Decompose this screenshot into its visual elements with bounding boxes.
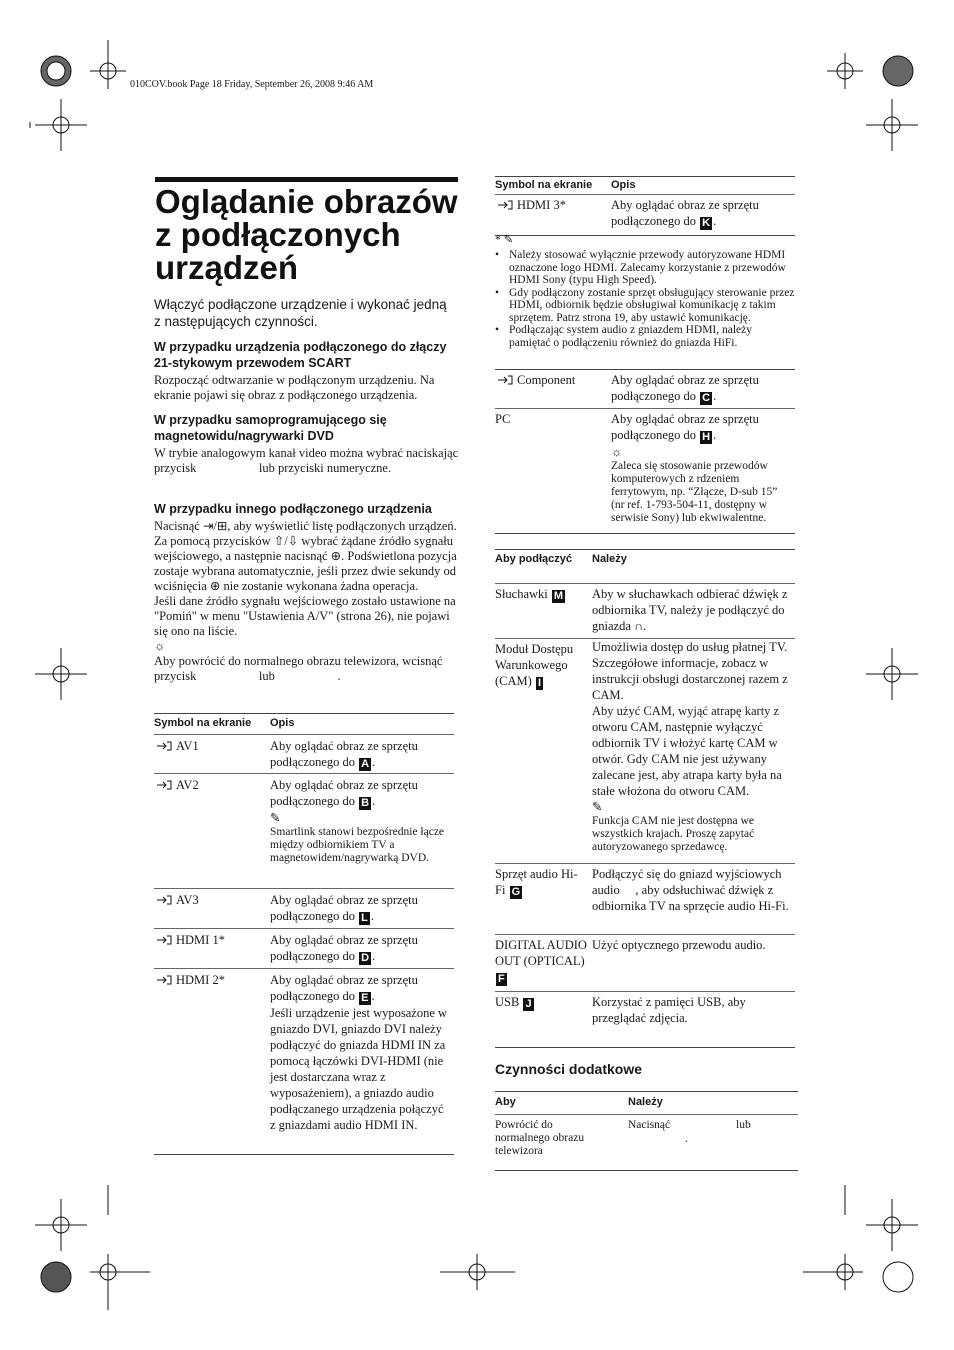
item-desc: Aby w słuchawkach odbierać dźwięk z odbiornika TV, należy je podłączyć do gniazda ∩. [592, 587, 788, 633]
symbol-label: PC [495, 412, 511, 426]
input-icon [497, 200, 513, 210]
symbol-label: Component [517, 373, 576, 387]
note-text: Funkcja CAM nie jest dostępna we wszystkich krajach. Proszę zapytać autoryzowanego sprzedawcę. [592, 815, 755, 853]
note-text: Smartlink stanowi bezpośrednie łącze między odbiornikiem TV a magnetowidem/nagrywarką DVD. [270, 826, 445, 864]
connector-letter: F [498, 973, 505, 985]
item-label: Moduł Dostępu Warunkowego (CAM) [495, 642, 574, 688]
connector-letter: B [361, 797, 370, 809]
desc-text: Aby oglądać obraz ze sprzętu podłączonego do [611, 373, 759, 403]
section-text-main: , aby wyświetlić listę podłączonych urządzeń. Za pomocą przycisków ⇧/⇩ wybrać żądane źródło sygnału wejściowego, a następnie nacisnąć ⊕. Podświetlona pozycja zostaje wybrana automatycznie, jeśli przez dwie sekundy od wciśnięcia ⊕ nie zostanie wykonana żadna operacja. [154, 519, 457, 593]
table-row [495, 1115, 798, 1171]
table-row [495, 584, 795, 639]
table-header [495, 550, 795, 584]
item-label: DIGITAL AUDIO OUT (OPTICAL) [495, 938, 587, 968]
title-line-2: z podłączonych [155, 216, 401, 253]
connector-letter: K [702, 217, 711, 229]
title-line-1: Oglądanie obrazów [155, 183, 458, 220]
input-icon [497, 375, 513, 385]
table-row: Component Aby oglądać obraz ze sprzętu podłączonego do C . [495, 370, 795, 409]
section-other [154, 501, 459, 684]
footnote-bullet: • Należy stosować wyłącznie przewody autoryzowane HDMI oznaczone logo HDMI. Zalecamy korzystanie z przewodów HDMI Sony (typu High Speed). [495, 249, 795, 287]
page-title [155, 185, 465, 284]
intro-text: Włączyć podłączone urządzenie i wykonać jedną z następujących czynności. [154, 297, 447, 329]
section-scart [154, 339, 459, 403]
input-button-icon: ⇥/⊞ [202, 519, 228, 533]
table-row [495, 864, 795, 935]
table-row: AV3 Aby oglądać obraz ze sprzętu podłączonego do L . [154, 889, 454, 929]
input-icon [156, 975, 172, 985]
title-line-3: urządzeń [155, 249, 299, 286]
table-row [495, 935, 795, 992]
table-row: AV1 Aby oglądać obraz ze sprzętu podłączonego do A . [154, 735, 454, 774]
section-heading: W przypadku samoprogramującego się magnetowidu/nagrywarki DVD [154, 413, 387, 443]
desc-text: Aby oglądać obraz ze sprzętu podłączonego do [270, 893, 418, 923]
section-heading: W przypadku innego podłączonego urządzenia [154, 502, 432, 516]
section-text-start: Nacisnąć [154, 519, 200, 533]
connector-letter: G [511, 886, 521, 898]
title-rule [155, 177, 458, 182]
col-item: Aby [495, 1096, 516, 1108]
input-table-right [495, 176, 795, 236]
table-row [495, 992, 795, 1048]
desc-text: Aby oglądać obraz ze sprzętu podłączonego do [270, 933, 418, 963]
note-icon: ✎ [503, 234, 514, 246]
col-item: Aby podłączyć [495, 553, 573, 565]
col-action: Należy [592, 553, 627, 565]
table-header [495, 1092, 798, 1115]
section-vcr [154, 412, 462, 476]
table-header [495, 177, 795, 195]
table-row: PC Aby oglądać obraz ze sprzętu podłączonego do H . ☼ Zaleca się stosowanie przewodów komputerowych z rdzeniem ferrytowym, np. “Złącze, D-sub 15” (nr ref. 1-793-504-11, dostępny w serwisie Sony) lub ekwiwalentne. [495, 409, 795, 534]
table-row: HDMI 2* Aby oglądać obraz ze sprzętu podłączonego do E . Jeśli urządzenie jest wyposażone w gniazdo DVI, gniazdo DVI należy podłączyć do gniazda HDMI IN za pomocą łączówki DVI-HDMI (nie jest dostarczana wraz z wyposażeniem), a gniazdo audio podłączanego urządzenia połączyć z gniazdami audio HDMI IN. [154, 969, 454, 1155]
symbol-label: AV2 [176, 778, 199, 792]
additional-table [495, 1091, 798, 1171]
tip-icon: ☼ [154, 639, 166, 653]
connector-letter: I [537, 677, 541, 689]
connect-table [495, 549, 795, 1048]
desc-text: Aby oglądać obraz ze sprzętu podłączonego do [270, 973, 418, 1003]
item-desc: Umożliwia dostęp do usług płatnej TV. Szczegółowe informacje, zobacz w instrukcji obsługi dostarczonej razem z CAM. [592, 640, 788, 702]
section-text: W trybie analogowym kanał video można wybrać naciskając przycisk lub przyciski numeryczne. [154, 446, 462, 475]
item-desc: Użyć optycznego przewodu audio. [592, 938, 766, 952]
hdmi-footnotes [495, 234, 795, 349]
footnote-star: * [495, 234, 501, 246]
table-row: HDMI 3* Aby oglądać obraz ze sprzętu podłączonego do K . [495, 195, 795, 236]
connector-letter: D [361, 952, 370, 964]
page-header: 010COV.book Page 18 Friday, September 26, 2008 9:46 AM [130, 79, 374, 90]
item-label: Sprzęt audio Hi-Fi [495, 867, 578, 897]
symbol-label: HDMI 1* [176, 933, 225, 947]
connector-letter: A [361, 758, 370, 770]
tip-icon: ☼ [611, 445, 623, 459]
input-table-right-2 [495, 369, 795, 534]
item-label: Powrócić do normalnego obrazu telewizora [495, 1119, 585, 1157]
connector-letter: H [702, 431, 711, 443]
section-heading: W przypadku urządzenia podłączonego do złączy 21-stykowym przewodem SCART [154, 340, 447, 370]
connector-letter: C [702, 392, 711, 404]
table-row: AV2 Aby oglądać obraz ze sprzętu podłączonego do B . ✎ Smartlink stanowi bezpośrednie łącze między odbiornikiem TV a magnetowidem/nagrywarką DVD. [154, 774, 454, 889]
col-symbol: Symbol na ekranie [495, 179, 593, 191]
additional-heading: Czynności dodatkowe [495, 1061, 643, 1077]
desc-text: Aby oglądać obraz ze sprzętu podłączonego do [611, 198, 759, 228]
action-or: lub [736, 1119, 751, 1131]
desc-text: Aby oglądać obraz ze sprzętu podłączonego do [611, 412, 759, 442]
col-desc: Opis [270, 717, 295, 729]
note-icon: ✎ [270, 811, 281, 825]
col-desc: Opis [611, 179, 636, 191]
connector-letter: E [361, 992, 369, 1004]
item-desc-2: Aby użyć CAM, wyjąć atrapę karty z otworu CAM, następnie wyłączyć odbiornik TV i włożyć kartę CAM w otwór. Gdy CAM nie jest używany zalecane jest, aby atrapa karty była na stałe włożona do otworu CAM. [592, 704, 782, 798]
item-desc: Podłączyć się do gniazd wyjściowych audio , aby odsłuchiwać dźwięk z odbiornika TV na sprzęcie audio Hi-Fi. [592, 867, 789, 913]
item-label: Słuchawki [495, 587, 548, 601]
extra-text: Jeśli urządzenie jest wyposażone w gniazdo DVI, gniazdo DVI należy podłączyć do gniazda HDMI IN za pomocą łączówki DVI-HDMI (nie jest dostarczana wraz z wyposażeniem), a gniazdo audio podłączanego urządzenia połączyć z gniazdami audio HDMI IN. [270, 1006, 448, 1132]
section-text: Rozpocząć odtwarzanie w podłączonym urządzeniu. Na ekranie pojawi się obraz z podłączonego urządzenia. [154, 373, 435, 402]
symbol-label: AV3 [176, 893, 199, 907]
input-icon [156, 895, 172, 905]
item-desc: Korzystać z pamięci USB, aby przeglądać zdjęcia. [592, 995, 746, 1025]
footnote-bullet: • Podłączając system audio z gniazdem HDMI, należy pamiętać o podłączeniu również do gniazda HiFi. [495, 324, 795, 349]
col-symbol: Symbol na ekranie [154, 717, 252, 729]
table-row: HDMI 1* Aby oglądać obraz ze sprzętu podłączonego do D . [154, 929, 454, 969]
connector-letter: J [525, 998, 532, 1010]
desc-text: Aby oglądać obraz ze sprzętu podłączonego do [270, 778, 418, 808]
action-text: Nacisnąć [628, 1119, 671, 1131]
note-icon: ✎ [592, 800, 603, 814]
action-end: . [685, 1133, 688, 1145]
input-icon [156, 935, 172, 945]
table-header [154, 714, 454, 735]
connector-letter: M [553, 590, 564, 602]
section-text-skip: Jeśli dane źródło sygnału wejściowego zostało ustawione na "Pomiń" w menu "Ustawienia A/V" (strona 26), nie pojawi się ono na liście. [154, 594, 456, 638]
symbol-label: HDMI 3* [517, 198, 566, 212]
symbol-label: HDMI 2* [176, 973, 225, 987]
table-row [495, 639, 795, 864]
tip-text: Zaleca się stosowanie przewodów komputerowych z rdzeniem ferrytowym, np. “Złącze, D-sub 15” (nr ref. 1-793-504-11, dostępny w serwisie Sony) lub ekwiwalentne. [611, 460, 778, 524]
desc-text: Aby oglądać obraz ze sprzętu podłączonego do [270, 739, 418, 769]
footnote-bullet: • Gdy podłączony zostanie sprzęt obsługujący sterowanie przez HDMI, odbiornik będzie obsługiwał komunikację z takim sprzętem. Patrz strona 19, aby ustawić komunikację. [495, 287, 795, 325]
input-icon [156, 741, 172, 751]
item-label: USB [495, 995, 520, 1009]
connector-letter: L [361, 912, 368, 924]
symbol-label: AV1 [176, 739, 199, 753]
col-action: Należy [628, 1096, 663, 1108]
input-icon [156, 780, 172, 790]
input-table-left [154, 713, 454, 1155]
tip-text: Aby powrócić do normalnego obrazu telewizora, wcisnąć przycisk lub . [154, 654, 446, 683]
